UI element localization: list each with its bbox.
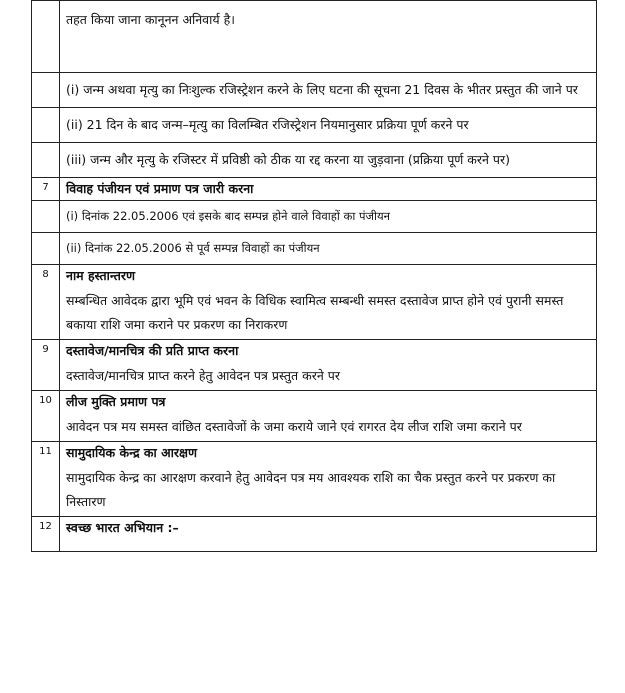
row-content bbox=[60, 265, 597, 340]
row-text: आवेदन पत्र मय समस्त वांछित दस्तावेजों के जमा कराये जाने एवं रागरत देय लीज राशि जमा कराने पर bbox=[66, 419, 522, 434]
row-number: 7 bbox=[32, 178, 60, 201]
row-number bbox=[32, 233, 60, 265]
row-number bbox=[32, 108, 60, 143]
row-text: (i) जन्म अथवा मृत्यु का निःशुल्क रजिस्ट्रेशन करने के लिए घटना की सूचना 21 दिवस के भीतर प्रस्तुत की जाने पर bbox=[66, 82, 578, 97]
row-number: 9 bbox=[32, 340, 60, 391]
row-content bbox=[60, 178, 597, 201]
row-heading: विवाह पंजीयन एवं प्रमाण पत्र जारी करना bbox=[66, 181, 254, 196]
row-text: (iii) जन्म और मृत्यु के रजिस्टर में प्रविष्ठी को ठीक या रद्द करना या जुड़वाना (प्रक्रिया पूर्ण करने पर) bbox=[66, 152, 511, 167]
row-content bbox=[60, 201, 597, 233]
table-row bbox=[32, 201, 597, 233]
row-content bbox=[60, 108, 597, 143]
row-content bbox=[60, 517, 597, 552]
row-heading: सामुदायिक केन्द्र का आरक्षण bbox=[66, 445, 198, 460]
table-row bbox=[32, 1, 597, 73]
table-row bbox=[32, 391, 597, 442]
row-content bbox=[60, 1, 597, 73]
row-number: 12 bbox=[32, 517, 60, 552]
row-text: सामुदायिक केन्द्र का आरक्षण करवाने हेतु आवेदन पत्र मय आवश्यक राशि का चैक प्रस्तुत करने पर प्रकरण का निस्तारण bbox=[66, 470, 556, 509]
row-number: 8 bbox=[32, 265, 60, 340]
table-row bbox=[32, 178, 597, 201]
row-text: (i) दिनांक 22.05.2006 एवं इसके बाद सम्पन्न होने वाले विवाहों का पंजीयन bbox=[66, 209, 391, 223]
row-text: (ii) दिनांक 22.05.2006 से पूर्व सम्पन्न विवाहों का पंजीयन bbox=[66, 241, 320, 255]
row-heading: दस्तावेज/मानचित्र की प्रति प्राप्त करना bbox=[66, 343, 239, 358]
table-row bbox=[32, 73, 597, 108]
table-row bbox=[32, 143, 597, 178]
row-text: सम्बन्धित आवेदक द्वारा भूमि एवं भवन के विधिक स्वामित्व सम्बन्धी समस्त दस्तावेज प्राप्त होने एवं पुरानी समस्त बकाया राशि जमा कराने पर प्रकरण का निराकरण bbox=[66, 293, 564, 332]
table-row bbox=[32, 517, 597, 552]
row-text: (ii) 21 दिन के बाद जन्म–मृत्यु का विलम्बित रजिस्ट्रेशन नियमानुसार प्रक्रिया पूर्ण करने पर bbox=[66, 117, 469, 132]
table-row bbox=[32, 108, 597, 143]
blank-space bbox=[60, 539, 596, 551]
row-text: दस्तावेज/मानचित्र प्राप्त करने हेतु आवेदन पत्र प्रस्तुत करने पर bbox=[66, 368, 340, 383]
table-row bbox=[32, 340, 597, 391]
table-row bbox=[32, 233, 597, 265]
table-row bbox=[32, 442, 597, 517]
row-number: 10 bbox=[32, 391, 60, 442]
row-content bbox=[60, 391, 597, 442]
table-row bbox=[32, 265, 597, 340]
row-content bbox=[60, 233, 597, 265]
row-content bbox=[60, 73, 597, 108]
row-heading: लीज मुक्ति प्रमाण पत्र bbox=[66, 394, 166, 409]
row-number bbox=[32, 73, 60, 108]
row-content bbox=[60, 143, 597, 178]
row-number: 11 bbox=[32, 442, 60, 517]
row-heading: स्वच्छ भारत अभियान :– bbox=[66, 520, 179, 535]
row-text: तहत किया जाना कानूनन अनिवार्य है। bbox=[66, 12, 235, 27]
row-content bbox=[60, 442, 597, 517]
row-number bbox=[32, 201, 60, 233]
row-number bbox=[32, 1, 60, 73]
row-heading: नाम हस्तान्तरण bbox=[66, 268, 135, 283]
row-number bbox=[32, 143, 60, 178]
row-content bbox=[60, 340, 597, 391]
blank-space bbox=[60, 34, 596, 72]
services-table bbox=[31, 0, 597, 552]
